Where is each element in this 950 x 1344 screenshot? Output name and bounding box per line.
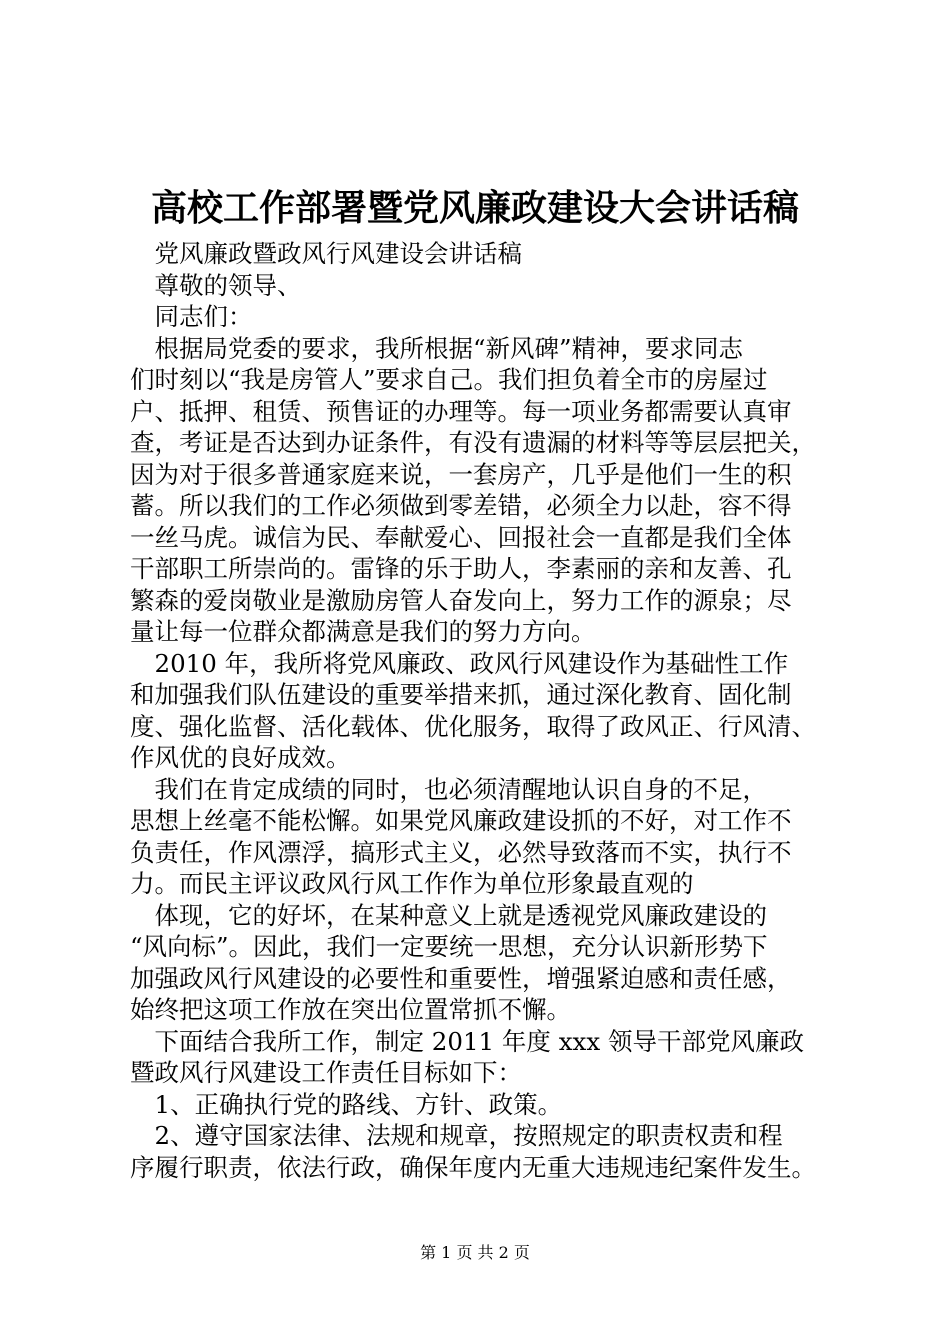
body-line: 因为对于很多普通家庭来说，一套房产，几乎是他们一生的积 bbox=[130, 460, 792, 489]
body-line: 作风优的良好成效。 bbox=[130, 743, 351, 772]
body-line: 们时刻以“我是房管人”要求自己。我们担负着全市的房屋过 bbox=[130, 365, 768, 394]
body-line: 一丝马虎。诚信为民、奉献爱心、回报社会一直都是我们全体 bbox=[130, 523, 792, 552]
body-line: “风向标”。因此，我们一定要统一思想，充分认识新形势下 bbox=[130, 932, 768, 961]
body-line: 尊敬的领导、 bbox=[130, 271, 302, 300]
body-line: 加强政风行风建设的必要性和重要性，增强紧迫感和责任感， bbox=[130, 964, 792, 993]
body-line: 2010 年，我所将党风廉政、政风行风建设作为基础性工作 bbox=[130, 649, 789, 678]
body-line: 蓄。所以我们的工作必须做到零差错，必须全力以赴，容不得 bbox=[130, 491, 792, 520]
body-line: 干部职工所崇尚的。雷锋的乐于助人，李素丽的亲和友善、孔 bbox=[130, 554, 792, 583]
body-line: 党风廉政暨政风行风建设会讲话稿 bbox=[130, 239, 522, 268]
document-title: 高校工作部署暨党风廉政建设大会讲话稿 bbox=[150, 187, 799, 229]
body-line: 我们在肯定成绩的同时，也必须清醒地认识自身的不足， bbox=[130, 775, 767, 804]
body-line: 负责任，作风漂浮，搞形式主义，必然导致落而不实，执行不 bbox=[130, 838, 792, 867]
body-line: 暨政风行风建设工作责任目标如下： bbox=[130, 1058, 522, 1087]
body-line: 繁森的爱岗敬业是激励房管人奋发向上，努力工作的源泉；尽 bbox=[130, 586, 792, 615]
page-number-footer: 第 1 页 共 2 页 bbox=[420, 1243, 530, 1262]
body-line: 量让每一位群众都满意是我们的努力方向。 bbox=[130, 617, 596, 646]
body-line: 体现，它的好坏，在某种意义上就是透视党风廉政建设的 bbox=[130, 901, 767, 930]
body-line: 户、抵押、租赁、预售证的办理等。每一项业务都需要认真审 bbox=[130, 397, 792, 426]
body-line: 查，考证是否达到办证条件，有没有遗漏的材料等等层层把关， bbox=[130, 428, 816, 457]
body-line: 和加强我们队伍建设的重要举措来抓，通过深化教育、固化制 bbox=[130, 680, 792, 709]
body-line: 2、遵守国家法律、法规和规章，按照规定的职责权责和程 bbox=[130, 1121, 783, 1150]
body-line: 序履行职责，依法行政，确保年度内无重大违规违纪案件发生。 bbox=[130, 1153, 816, 1182]
body-line: 度、强化监督、活化载体、优化服务，取得了政风正、行风清、 bbox=[130, 712, 816, 741]
body-line: 下面结合我所工作，制定 2011 年度 xxx 领导干部党风廉政 bbox=[130, 1027, 804, 1056]
body-line: 思想上丝毫不能松懈。如果党风廉政建设抓的不好，对工作不 bbox=[130, 806, 792, 835]
body-line: 1、正确执行党的路线、方针、政策。 bbox=[130, 1090, 563, 1119]
body-line: 始终把这项工作放在突出位置常抓不懈。 bbox=[130, 995, 571, 1024]
body-line: 同志们： bbox=[130, 302, 253, 331]
body-line: 根据局党委的要求，我所根据“新风碑”精神，要求同志 bbox=[130, 334, 744, 363]
body-line: 力。而民主评议政风行风工作作为单位形象最直观的 bbox=[130, 869, 694, 898]
